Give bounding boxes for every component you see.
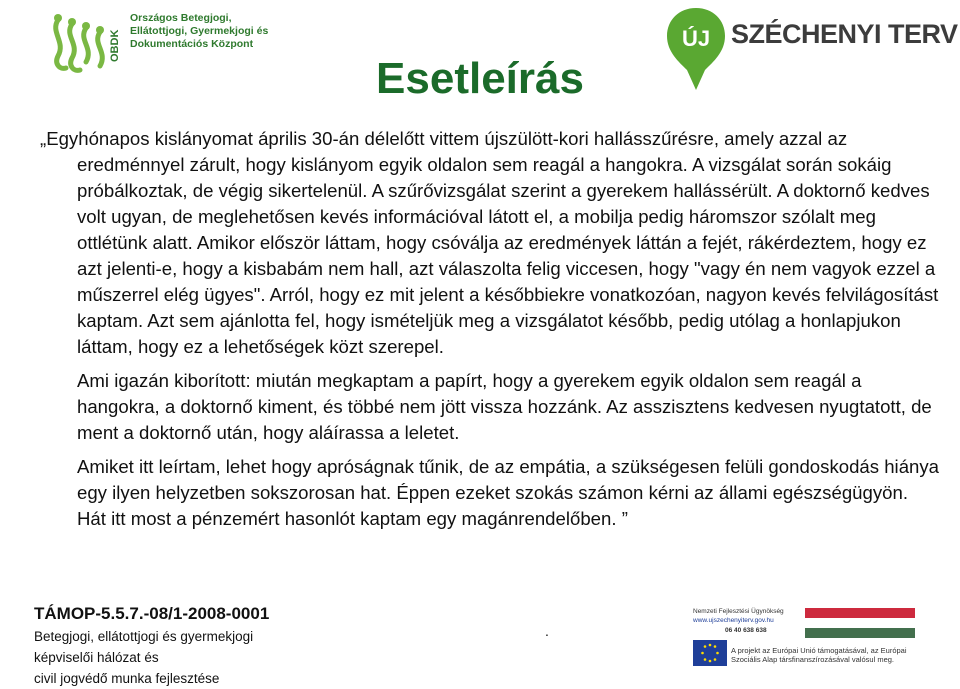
project-name-line: Betegjogi, ellátottjogi és gyermekjogi	[34, 629, 254, 644]
page-title: Esetleírás	[376, 54, 584, 103]
paragraph: Ami igazán kiborított: miután megkaptam a papírt, hogy a gyerekem egyik oldalon sem reagál a hangokra, a doktornő kiment, és többé nem jött vissza hozzánk. Az asszisztens kedvesen nyugtatott, de ment a doktornő után, hogy aláírassa a leletet.	[77, 370, 932, 443]
obdk-acronym: OBDK	[109, 29, 121, 62]
eu-flag-icon	[693, 640, 727, 666]
nfu-org: Nemzeti Fejlesztési Ügynökség	[693, 608, 784, 615]
eu-caption-line: Szociális Alap társfinanszírozásával valósul meg.	[731, 655, 894, 664]
obdk-name	[130, 12, 268, 51]
project-footer	[34, 602, 269, 689]
project-code: TÁMOP-5.5.7.-08/1-2008-0001	[34, 604, 270, 623]
nfu-url: www.ujszechenyiterv.gov.hu	[693, 617, 774, 624]
paragraph: „Egyhónapos kislányomat április 30-án délelőtt vittem újszülött-kori hallásszűrésre, amely azzal az eredménnyel zárult, hogy kislányom egyik oldalon sem reagál a hangokra. A vizsgálat során sokáig próbálkoztak, de végig sikertelenül. A szűrővizsgálat szerint a gyerekem hallássérült. A doktornő kedves volt ugyan, de meglehetősen kevés információval látott el, a mobilja pedig háromszor szólalt meg ottlétünk alatt. Amikor először láttam, hogy csóválja az eredmények láttán a fejét, rákérdeztem, hogy ez azt jelenti-e, hogy a kisbabám nem hall, azt válaszolta felig viccesen, hogy "vagy én nem vagyok ezzel a műszerrel elég ügyes". Arról, hogy ez mit jelent a későbbiekre vonatkozóan, nagyon kevés felvilágosítást kaptam. Azt sem ajánlotta fel, hogy ismételjük meg a vizsgálatot később, pedig utólag a honlapjukon láttam, hogy ez a lehetőségek közt szerepel.	[40, 128, 939, 357]
obdk-line: Ellátottjogi, Gyermekjogi és	[130, 25, 269, 37]
case-description	[40, 126, 940, 540]
paragraph: Amiket itt leírtam, lehet hogy apróságnak tűnik, de az empátia, a szükségesen felüli gondoskodás hiánya egy ilyen helyzetben sokszorosan hat. Éppen ezeket szokás számon kérni az állami egészségügyön. Hát itt most a pénzemért hasonlót kaptam egy magánrendelőben. ”	[77, 456, 940, 529]
nfu-eu-logo-block	[685, 606, 930, 678]
nfu-phone: 06 40 638 638	[725, 627, 767, 634]
eu-caption-line: A projekt az Európai Unió támogatásával, az Európai	[731, 646, 907, 655]
hungarian-flag-icon	[805, 608, 915, 638]
project-name-line: képviselői hálózat és	[34, 650, 159, 665]
separator-dot: .	[545, 623, 549, 639]
szechenyi-wordmark: SZÉCHENYI TERV	[731, 19, 958, 49]
szechenyi-badge: ÚJ	[681, 26, 711, 51]
project-name-line: civil jogvédő munka fejlesztése	[34, 671, 220, 686]
eu-caption	[731, 646, 907, 664]
obdk-line: Országos Betegjogi,	[130, 12, 232, 24]
obdk-line: Dokumentációs Központ	[130, 38, 254, 50]
